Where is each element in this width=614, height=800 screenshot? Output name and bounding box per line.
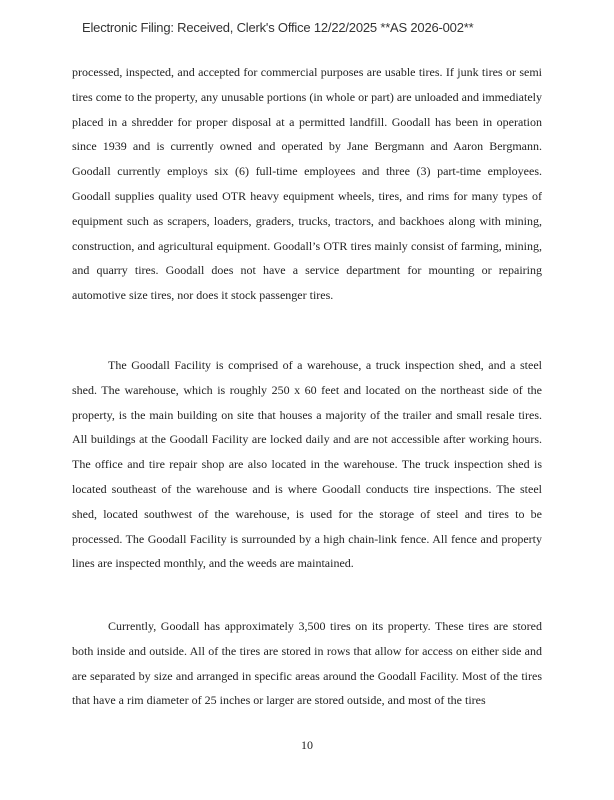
filing-stamp-header: Electronic Filing: Received, Clerk's Office 12/22/2025 **AS 2026-002** (82, 20, 474, 35)
page-number: 10 (301, 738, 313, 752)
body-paragraph-2: The Goodall Facility is comprised of a warehouse, a truck inspection shed, and a steel shed. The warehouse, which is roughly 250 x 60 feet and located on the northeast side of the property, is the main building on site that houses a majority of the trailer and small resale tires. All buildings at the Goodall Facility are locked daily and are not accessible after working hours. The office and tire repair shop are also located in the warehouse. The truck inspection shed is located southeast of the warehouse and is where Goodall conducts tire inspections. The steel shed, located southwest of the warehouse, is used for the storage of steel and tires to be processed. The Goodall Facility is surrounded by a high chain-link fence. All fence and property lines are inspected monthly, and the weeds are maintained. (72, 358, 542, 571)
body-paragraph-1: processed, inspected, and accepted for commercial purposes are usable tires. If junk tires or semi tires come to the property, any unusable portions (in whole or part) are unloaded and immediately placed in a shredder for proper disposal at a permitted landfill. Goodall has been in operation since 1939 and is currently owned and operated by Jane Bergmann and Aaron Bergmann. Goodall currently employs six (6) full-time employees and three (3) part-time employees. Goodall supplies quality used OTR heavy equipment wheels, tires, and rims for many types of equipment such as scrapers, loaders, graders, trucks, tractors, and backhoes along with mining, construction, and agricultural equipment. Goodall’s OTR tires mainly consist of farming, mining, and quarry tires. Goodall does not have a service department for mounting or repairing automotive size tires, nor does it stock passenger tires. (72, 65, 542, 303)
body-paragraph-3: Currently, Goodall has approximately 3,500 tires on its property. These tires are stored both inside and outside. All of the tires are stored in rows that allow for access on either side and are separated by size and arranged in specific areas around the Goodall Facility. Most of the tires that have a rim diameter of 25 inches or larger are stored outside, and most of the tires (72, 619, 542, 708)
